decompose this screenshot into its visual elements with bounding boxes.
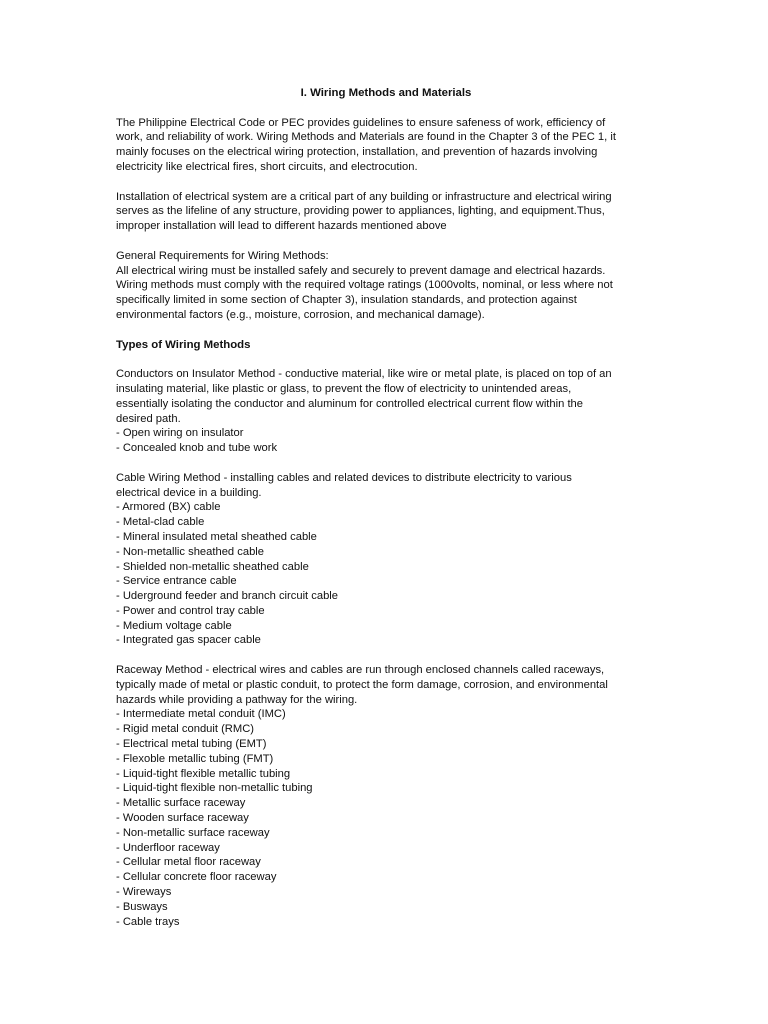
list-item: - Uderground feeder and branch circuit cable <box>116 590 339 603</box>
document-title: I. Wiring Methods and Materials <box>300 87 472 99</box>
list-item: - Wireways <box>116 886 172 899</box>
types-heading: Types of Wiring Methods <box>116 338 251 351</box>
list-item: - Integrated gas spacer cable <box>116 634 261 647</box>
list-item: - Metallic surface raceway <box>116 797 246 810</box>
raceway-description-line: typically made of metal or plastic conduit, to protect the form damage, corrosion, and environmental <box>116 678 608 691</box>
list-item: - Liquid-tight flexible non-metallic tubing <box>116 782 313 795</box>
list-item: - Metal-clad cable <box>116 516 205 529</box>
list-item: - Electrical metal tubing (EMT) <box>116 738 267 751</box>
conductors-description-line: Conductors on Insulator Method - conductive material, like wire or metal plate, is placed on top of an <box>116 368 612 381</box>
list-item: - Cellular concrete floor raceway <box>116 871 277 884</box>
intro-line: electricity like electrical fires, short circuits, and electrocution. <box>116 160 418 173</box>
list-item: - Mineral insulated metal sheathed cable <box>116 530 317 543</box>
list-item: - Rigid metal conduit (RMC) <box>116 723 255 736</box>
document-page <box>116 86 656 944</box>
general-requirements-line: All electrical wiring must be installed safely and securely to prevent damage and electrical hazards. <box>116 264 606 277</box>
general-requirements-line: Wiring methods must comply with the required voltage ratings (1000volts, nominal, or less where not <box>116 279 613 292</box>
cable-description-line: Cable Wiring Method - installing cables and related devices to distribute electricity to various <box>116 471 572 484</box>
list-item: - Intermediate metal conduit (IMC) <box>116 708 286 721</box>
list-item: - Underfloor raceway <box>116 841 220 854</box>
installation-line: improper installation will lead to different hazards mentioned above <box>116 220 447 233</box>
installation-paragraph <box>116 190 656 234</box>
installation-line: serves as the lifeline of any structure, providing power to appliances, lighting, and equipment.Thus, <box>116 205 605 218</box>
list-item: - Busways <box>116 900 168 913</box>
general-requirements-line: environmental factors (e.g., moisture, corrosion, and mechanical damage). <box>116 308 485 321</box>
general-requirements-line: specifically limited in some section of Chapter 3), insulation standards, and protection against <box>116 294 577 307</box>
raceway-list <box>116 707 656 929</box>
list-item: - Cable trays <box>116 915 180 928</box>
list-item: - Wooden surface raceway <box>116 812 249 825</box>
conductors-description-line: insulating material, like plastic or glass, to prevent the flow of electricity to unintended areas, <box>116 382 572 395</box>
list-item: - Concealed knob and tube work <box>116 442 278 455</box>
list-item: - Liquid-tight flexible metallic tubing <box>116 767 291 780</box>
intro-line: The Philippine Electrical Code or PEC provides guidelines to ensure safeness of work, efficiency of <box>116 116 606 129</box>
conductors-description-line: essentially isolating the conductor and aluminum for controlled electrical current flow within the <box>116 397 584 410</box>
raceway-section <box>116 663 656 929</box>
list-item: - Non-metallic surface raceway <box>116 826 270 839</box>
list-item: - Power and control tray cable <box>116 604 265 617</box>
general-requirements-line: General Requirements for Wiring Methods: <box>116 249 329 262</box>
list-item: - Shielded non-metallic sheathed cable <box>116 560 309 573</box>
conductors-description-line: desired path. <box>116 412 181 425</box>
intro-line: mainly focuses on the electrical wiring protection, installation, and prevention of hazards involving <box>116 146 598 159</box>
conductors-section <box>116 367 656 456</box>
installation-line: Installation of electrical system are a critical part of any building or infrastructure and electrical wiring <box>116 190 612 203</box>
conductors-list <box>116 426 656 456</box>
intro-line: work, and reliability of work. Wiring Methods and Materials are found in the Chapter 3 of the PEC 1, it <box>116 131 616 144</box>
raceway-description-line: Raceway Method - electrical wires and cables are run through enclosed channels called raceways, <box>116 664 605 677</box>
intro-paragraph <box>116 116 656 175</box>
list-item: - Non-metallic sheathed cable <box>116 545 264 558</box>
cable-section <box>116 471 656 649</box>
cable-list <box>116 500 656 648</box>
list-item: - Medium voltage cable <box>116 619 232 632</box>
list-item: - Armored (BX) cable <box>116 501 221 514</box>
cable-description-line: electrical device in a building. <box>116 486 262 499</box>
list-item: - Open wiring on insulator <box>116 427 244 440</box>
general-requirements-paragraph <box>116 249 656 323</box>
raceway-description-line: hazards while providing a pathway for the wiring. <box>116 693 358 706</box>
list-item: - Cellular metal floor raceway <box>116 856 261 869</box>
list-item: - Service entrance cable <box>116 575 237 588</box>
list-item: - Flexoble metallic tubing (FMT) <box>116 752 274 765</box>
